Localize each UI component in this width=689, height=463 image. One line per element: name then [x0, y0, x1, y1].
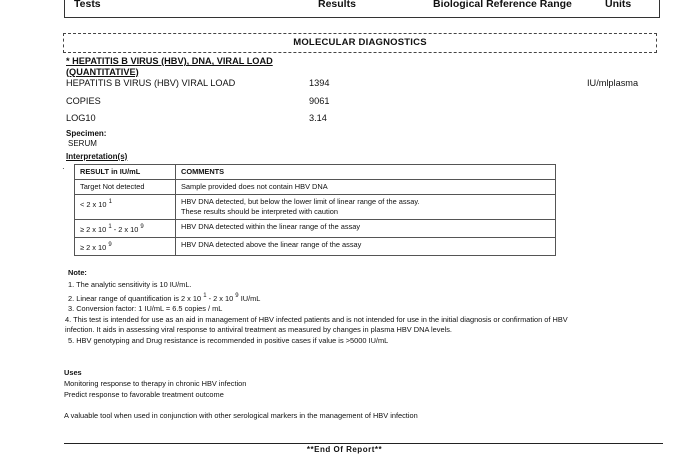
- result-unit-viral-load: IU/mlplasma: [587, 78, 639, 88]
- table-cell-result: Target Not detected: [75, 180, 176, 195]
- result-label-log10: LOG10: [66, 113, 96, 123]
- table-cell-result: < 2 x 10 $^1$: [75, 195, 176, 220]
- end-of-report: **End Of Report**: [306, 445, 383, 454]
- header-results: Results: [318, 0, 356, 10]
- result-value-copies: 9061: [309, 96, 330, 106]
- note-item-3: 3. Conversion factor: 1 IU/mL = 6.5 copies / mL: [68, 304, 223, 313]
- interpretation-label: Interpretation(s): [66, 152, 128, 161]
- table-row: [75, 180, 556, 195]
- uses-line-2: Predict response to favorable treatment outcome: [64, 390, 224, 399]
- table-header-row: [75, 165, 556, 180]
- table-cell-result: ≥ 2 x 10 $^1$ - 2 x 10 $^9$: [75, 220, 176, 238]
- interpretation-table: [74, 164, 556, 256]
- specimen-value: SERUM: [68, 139, 97, 148]
- table-cell-comment: HBV DNA detected above the linear range of the assay: [176, 238, 556, 256]
- test-title: * HEPATITIS B VIRUS (HBV), DNA, VIRAL LOAD (QUANTITATIVE): [66, 56, 273, 77]
- table-cell-comment: HBV DNA detected within the linear range of the assay: [176, 220, 556, 238]
- table-cell-result: ≥ 2 x 10 $^9$: [75, 238, 176, 256]
- result-value-viral-load: 1394: [309, 78, 330, 88]
- table-row: [75, 195, 556, 220]
- table-row: [75, 238, 556, 256]
- table-header-comments: COMMENTS: [176, 165, 556, 180]
- section-box: [63, 33, 657, 53]
- uses-line-3: A valuable tool when used in conjunction with other serological markers in the management of HBV infection: [64, 411, 418, 420]
- result-value-log10: 3.14: [309, 113, 327, 123]
- result-label-copies: COPIES: [66, 96, 101, 106]
- specimen-label: Specimen:: [66, 129, 107, 138]
- note-item-4-line-1: 4. This test is intended for use as an aid in management of HBV infected patients and is not intended for use in the initial diagnosis or confirmation of HBV: [65, 315, 568, 324]
- table-header-result: RESULT in IU/mL: [75, 165, 176, 180]
- table-cell-comment: Sample provided does not contain HBV DNA: [176, 180, 556, 195]
- header-tests: Tests: [74, 0, 101, 10]
- uses-title: Uses: [64, 368, 82, 377]
- note-item-5: 5. HBV genotyping and Drug resistance is recommended in positive cases if value is >5000 IU/mL: [68, 336, 389, 345]
- table-row: [75, 220, 556, 238]
- note-title: Note:: [68, 268, 87, 277]
- header-reference-range: Biological Reference Range: [433, 0, 572, 10]
- table-cell-comment: HBV DNA detected, but below the lower limit of linear range of the assay. These results should be interpreted with caution: [176, 195, 556, 220]
- end-divider: [64, 443, 663, 444]
- note-item-2: 2. Linear range of quantification is 2 x 10 $^1$ - 2 x 10 $^9$ IU/mL: [68, 293, 261, 303]
- row-bullet: ·: [62, 164, 65, 173]
- note-item-4-line-2: infection. It aids in assessing viral response to antiviral treatment as measured by changes in plasma HBV DNA levels.: [65, 325, 452, 334]
- header-units: Units: [605, 0, 632, 10]
- result-label-viral-load: HEPATITIS B VIRUS (HBV) VIRAL LOAD: [66, 78, 236, 88]
- uses-line-1: Monitoring response to therapy in chronic HBV infection: [64, 379, 247, 388]
- note-item-1: 1. The analytic sensitivity is 10 IU/mL.: [68, 280, 192, 289]
- section-title: MOLECULAR DIAGNOSTICS: [293, 37, 427, 48]
